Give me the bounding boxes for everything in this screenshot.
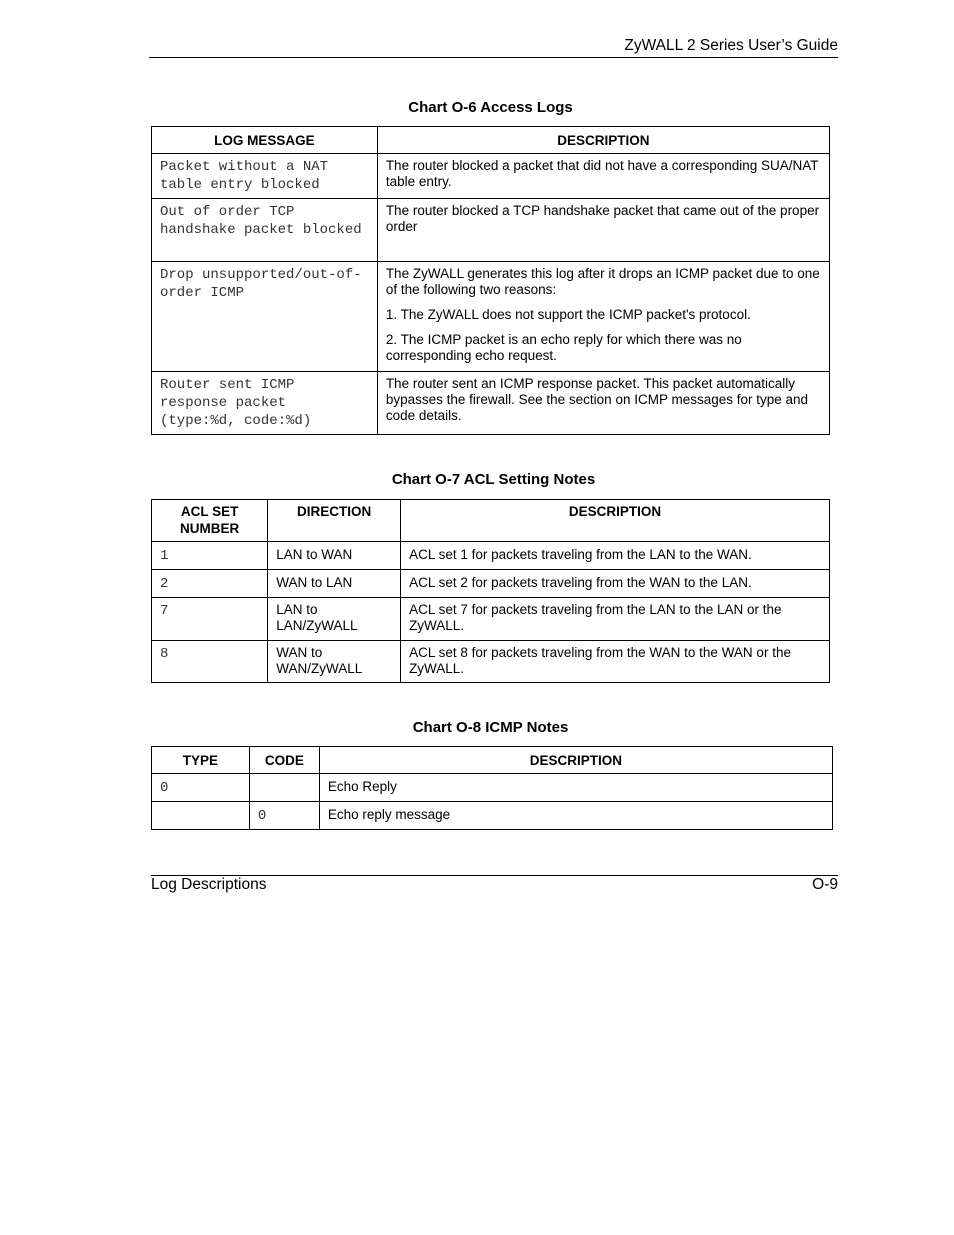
column-header: TYPE: [152, 747, 250, 774]
page-header: [149, 36, 838, 58]
guide-title: ZyWALL 2 Series User’s Guide: [624, 37, 838, 54]
column-header: CODE: [249, 747, 319, 774]
column-header-label: ACL SET NUMBER: [180, 504, 240, 536]
column-header: DIRECTION: [268, 500, 401, 542]
acl-description: ACL set 8 for packets traveling from the WAN to the WAN or the ZyWALL.: [401, 641, 830, 683]
column-header: DESCRIPTION: [401, 500, 830, 542]
log-message: Out of order TCP handshake packet blocked: [152, 199, 378, 262]
table-header-row: [152, 500, 830, 542]
table-row: [152, 598, 830, 641]
icmp-notes-table: [151, 746, 833, 830]
acl-number: 7: [152, 598, 268, 641]
table-row: [152, 802, 833, 830]
chart-o8-title: Chart O-8 ICMP Notes: [412, 719, 569, 736]
acl-setting-table: [151, 499, 830, 683]
acl-description: ACL set 2 for packets traveling from the WAN to the LAN.: [401, 570, 830, 598]
column-header: DESCRIPTION: [377, 127, 829, 154]
table-row: [152, 262, 830, 372]
table-row: [152, 570, 830, 598]
table-row: [152, 199, 830, 262]
log-description: [377, 262, 829, 372]
acl-description: ACL set 7 for packets traveling from the LAN to the LAN or the ZyWALL.: [401, 598, 830, 641]
description-text: The router blocked a TCP handshake packet that came out of the proper order: [385, 203, 820, 234]
log-description: [377, 154, 829, 199]
description-text: 1. The ZyWALL does not support the ICMP packet's protocol.: [385, 307, 751, 322]
chart-o6-title: Chart O-6 Access Logs: [408, 99, 573, 116]
table-row: [152, 542, 830, 570]
log-message: Router sent ICMP response packet (type:%d, code:%d): [152, 372, 378, 435]
acl-direction: LAN to LAN/ZyWALL: [268, 598, 401, 641]
section-name: Log Descriptions: [151, 876, 267, 893]
acl-number: 1: [152, 542, 268, 570]
column-header: DESCRIPTION: [319, 747, 832, 774]
column-header: LOG MESSAGE: [152, 127, 378, 154]
acl-number: 8: [152, 641, 268, 683]
acl-direction: LAN to WAN: [268, 542, 401, 570]
icmp-description: Echo reply message: [319, 802, 832, 830]
log-message: Drop unsupported/out-of-order ICMP: [152, 262, 378, 372]
column-header: [152, 500, 268, 542]
log-description: [377, 199, 829, 262]
acl-description: ACL set 1 for packets traveling from the LAN to the WAN.: [401, 542, 830, 570]
icmp-type: 0: [152, 774, 250, 802]
page-number: O-9: [812, 876, 838, 893]
icmp-description: Echo Reply: [319, 774, 832, 802]
description-text: The router blocked a packet that did not have a corresponding SUA/NAT table entry.: [385, 158, 819, 189]
description-text: The ZyWALL generates this log after it drops an ICMP packet due to one of the following two reasons:: [385, 266, 820, 297]
acl-number: 2: [152, 570, 268, 598]
chart-o7-title: Chart O-7 ACL Setting Notes: [391, 471, 596, 488]
table-row: [152, 774, 833, 802]
acl-direction: WAN to WAN/ZyWALL: [268, 641, 401, 683]
page-footer: [151, 875, 838, 894]
log-description: [377, 372, 829, 435]
log-message: Packet without a NAT table entry blocked: [152, 154, 378, 199]
table-header-row: [152, 747, 833, 774]
table-header-row: [152, 127, 830, 154]
icmp-code: [249, 774, 319, 802]
description-text: The router sent an ICMP response packet. This packet automatically bypasses the firewall. See the section on ICMP messages for type and code details.: [385, 376, 809, 423]
access-logs-table: [151, 126, 830, 435]
description-text: 2. The ICMP packet is an echo reply for which there was no corresponding echo request.: [385, 332, 742, 363]
icmp-code: 0: [249, 802, 319, 830]
icmp-type: [152, 802, 250, 830]
acl-direction: WAN to LAN: [268, 570, 401, 598]
table-row: [152, 154, 830, 199]
table-row: [152, 372, 830, 435]
table-row: [152, 641, 830, 683]
